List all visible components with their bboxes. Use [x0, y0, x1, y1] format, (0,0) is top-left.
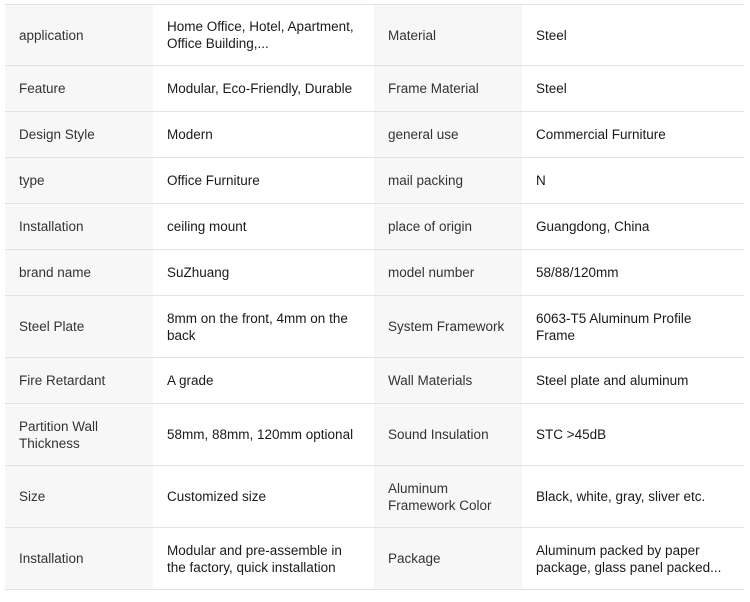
spec-row-steel-plate	[5, 296, 744, 358]
spec-row-application	[5, 5, 744, 66]
spec-row-size	[5, 466, 744, 528]
spec-key: Design Style	[5, 112, 153, 158]
spec-row-design-style	[5, 112, 744, 158]
spec-value: Modular, Eco-Friendly, Durable	[153, 66, 374, 112]
spec-key: Fire Retardant	[5, 358, 153, 404]
spec-key: general use	[374, 112, 522, 158]
spec-key: Material	[374, 5, 522, 66]
spec-value: Home Office, Hotel, Apartment, Office Building,...	[153, 5, 374, 66]
spec-row-feature	[5, 66, 744, 112]
spec-value: A grade	[153, 358, 374, 404]
spec-key: Wall Materials	[374, 358, 522, 404]
spec-value: Modern	[153, 112, 374, 158]
spec-row-brand-name	[5, 250, 744, 296]
spec-key: Frame Material	[374, 66, 522, 112]
spec-value: N	[522, 158, 744, 204]
spec-key: Steel Plate	[5, 296, 153, 358]
spec-key: Aluminum Framework Color	[374, 466, 522, 528]
spec-row-type	[5, 158, 744, 204]
spec-value: Steel	[522, 5, 744, 66]
spec-value: Steel plate and aluminum	[522, 358, 744, 404]
spec-value: ceiling mount	[153, 204, 374, 250]
spec-value: Customized size	[153, 466, 374, 528]
spec-value: Guangdong, China	[522, 204, 744, 250]
spec-value: Aluminum packed by paper package, glass panel packed...	[522, 528, 744, 590]
spec-key: application	[5, 5, 153, 66]
spec-key: model number	[374, 250, 522, 296]
spec-key: Package	[374, 528, 522, 590]
spec-value: Steel	[522, 66, 744, 112]
spec-value: Commercial Furniture	[522, 112, 744, 158]
spec-row-fire-retardant	[5, 358, 744, 404]
spec-key: Installation	[5, 528, 153, 590]
spec-key: Feature	[5, 66, 153, 112]
spec-value: Modular and pre-assemble in the factory, quick installation	[153, 528, 374, 590]
spec-key: type	[5, 158, 153, 204]
spec-key: brand name	[5, 250, 153, 296]
spec-value: Office Furniture	[153, 158, 374, 204]
spec-row-installation	[5, 204, 744, 250]
spec-value: Black, white, gray, sliver etc.	[522, 466, 744, 528]
spec-key: place of origin	[374, 204, 522, 250]
product-spec-table	[5, 4, 744, 590]
spec-key: Partition Wall Thickness	[5, 404, 153, 466]
spec-value: 8mm on the front, 4mm on the back	[153, 296, 374, 358]
spec-key: Installation	[5, 204, 153, 250]
spec-key: Sound Insulation	[374, 404, 522, 466]
spec-row-partition-wall-thickness	[5, 404, 744, 466]
spec-row-installation-method	[5, 528, 744, 590]
spec-value: STC >45dB	[522, 404, 744, 466]
spec-value: 58mm, 88mm, 120mm optional	[153, 404, 374, 466]
spec-key: Size	[5, 466, 153, 528]
spec-value: 6063-T5 Aluminum Profile Frame	[522, 296, 744, 358]
spec-key: System Framework	[374, 296, 522, 358]
spec-value: 58/88/120mm	[522, 250, 744, 296]
spec-key: mail packing	[374, 158, 522, 204]
spec-value: SuZhuang	[153, 250, 374, 296]
